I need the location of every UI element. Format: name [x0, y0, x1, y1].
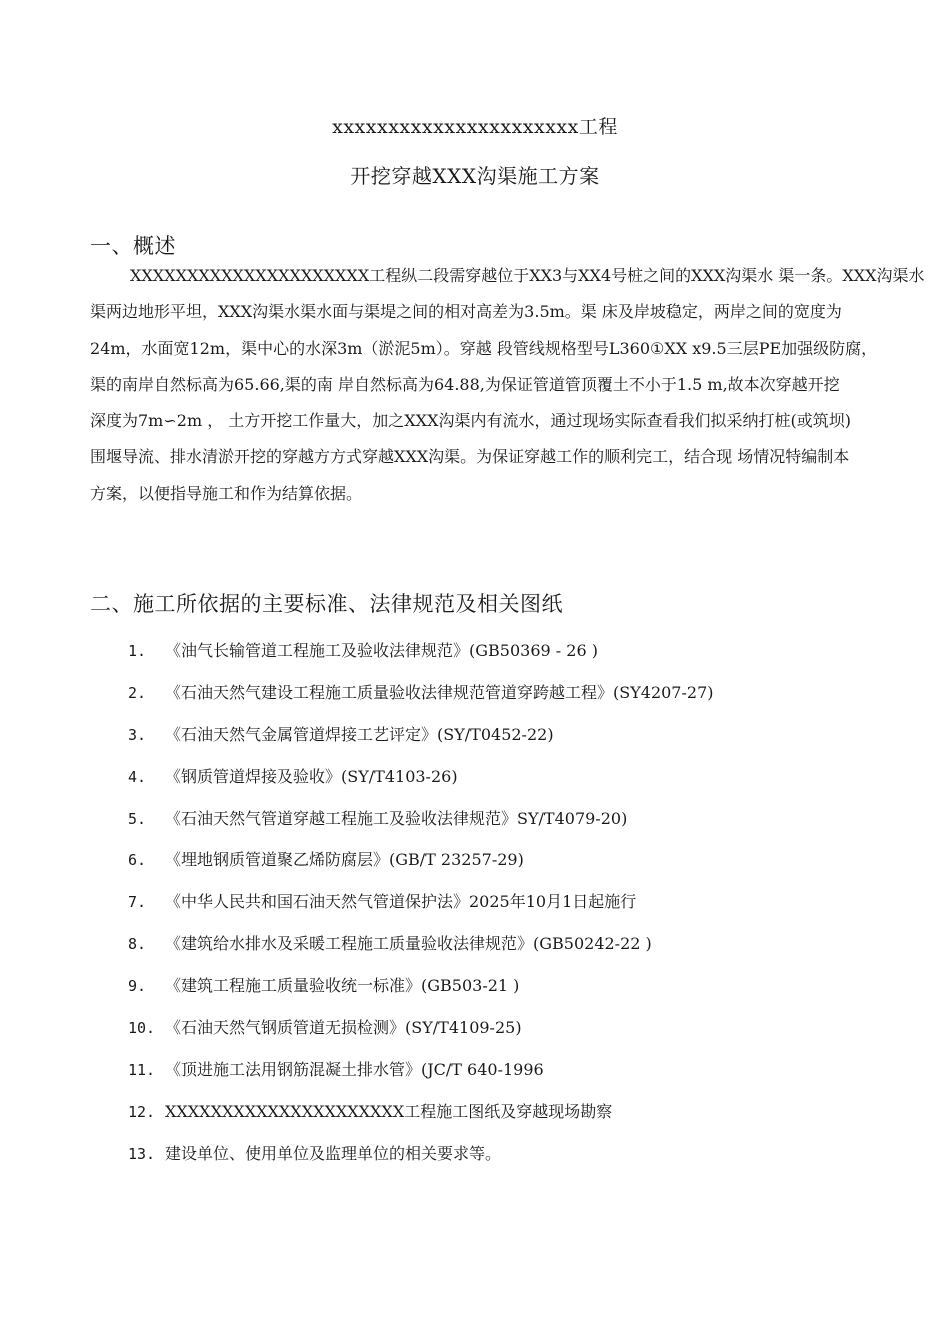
- list-item: [128, 682, 714, 724]
- list-item-number: 3.: [128, 725, 147, 744]
- paragraph-line: 渠的南岸自然标高为65.66,渠的南 岸自然标高为64.88,为保证管道管顶覆土不小于1.5 m,故本次穿越开挖: [90, 374, 840, 394]
- list-item-number: 1.: [128, 642, 147, 660]
- list-item: [128, 1143, 714, 1185]
- list-item-text: 建设单位、使用单位及监理单位的相关要求等。: [165, 1143, 502, 1163]
- list-item: [128, 1017, 714, 1059]
- standards-list: [128, 640, 714, 1185]
- paragraph-line: 方案，以便指导施工和作为结算依据。: [90, 483, 363, 503]
- list-item: [128, 891, 714, 933]
- list-item-text: 《石油天然气钢质管道无损检测》(SY/T4109-25): [165, 1018, 522, 1038]
- list-item-number: 12.: [128, 1102, 156, 1121]
- list-item-number: 5.: [128, 809, 147, 828]
- list-item-number: 6.: [128, 851, 147, 870]
- list-item-text: XXXXXXXXXXXXXXXXXXXXX工程施工图纸及穿越现场勘察: [165, 1101, 613, 1121]
- list-item-text: 《石油天然气建设工程施工质量验收法律规范管道穿跨越工程》(SY4207-27): [165, 682, 714, 702]
- list-item-text: 《埋地钢质管道聚乙烯防腐层》(GB/T 23257-29): [165, 850, 524, 870]
- list-item-number: 11.: [128, 1060, 156, 1079]
- list-item-number: 4.: [128, 767, 147, 786]
- paragraph-line: 24m，水面宽12m，渠中心的水深3m（淤泥5m）。穿越 段管线规格型号L360①XX x9.5三层PE加强级防腐，: [90, 338, 878, 358]
- list-item-text: 《石油天然气管道穿越工程施工及验收法律规范》SY/T4079-20): [165, 808, 628, 828]
- overview-paragraph: [90, 258, 950, 512]
- list-item: [128, 975, 714, 1017]
- document-title-plan: 开挖穿越XXX沟渠施工方案: [350, 164, 600, 188]
- paragraph-line: 渠两边地形平坦，XXX沟渠水渠水面与渠堤之间的相对高差为3.5m。渠 床及岸坡稳定，两岸之间的宽度为: [90, 302, 842, 322]
- list-item: [128, 1059, 714, 1101]
- list-item-text: 《建筑工程施工质量验收统一标准》(GB503-21 ): [165, 976, 520, 996]
- list-item-text: 《钢质管道焊接及验收》(SY/T4103-26): [165, 766, 458, 786]
- list-item: [128, 849, 714, 891]
- list-item: [128, 766, 714, 808]
- list-item: [128, 808, 714, 850]
- list-item-number: 8.: [128, 935, 147, 954]
- list-item-number: 10.: [128, 1019, 156, 1038]
- list-item-number: 2.: [128, 683, 147, 702]
- paragraph-line: 深度为7m∽2m ， 土方开挖工作量大，加之XXX沟渠内有流水，通过现场实际查看我们拟采纳打桩(或筑坝): [90, 411, 851, 431]
- list-item-text: 《顶进施工法用钢筋混凝土排水管》(JC/T 640-1996: [165, 1059, 544, 1079]
- section-heading-overview: 一、概述: [90, 234, 176, 258]
- list-item-number: 9.: [128, 977, 147, 996]
- paragraph-line: XXXXXXXXXXXXXXXXXXXXX工程纵二段需穿越位于XX3与XX4号桩之间的XXX沟渠水 渠一条。XXX沟渠水: [130, 266, 925, 285]
- list-item-number: 7.: [128, 893, 147, 912]
- list-item-text: 《石油天然气金属管道焊接工艺评定》(SY/T0452-22): [165, 724, 554, 744]
- list-item-text: 《油气长输管道工程施工及验收法律规范》(GB50369 - 26 ): [165, 641, 598, 660]
- list-item: [128, 724, 714, 766]
- list-item: [128, 1101, 714, 1143]
- list-item-text: 《中华人民共和国石油天然气管道保护法》2025年10月1日起施行: [165, 892, 637, 912]
- list-item: [128, 933, 714, 975]
- list-item-text: 《建筑给水排水及采暖工程施工质量验收法律规范》(GB50242-22 ): [165, 934, 652, 954]
- list-item-number: 13.: [128, 1144, 156, 1163]
- list-item: [128, 640, 714, 682]
- section-heading-standards: 二、施工所依据的主要标准、法律规范及相关图纸: [90, 592, 563, 616]
- document-title-project: xxxxxxxxxxxxxxxxxxxxxx工程: [332, 116, 618, 138]
- paragraph-line: 围堰导流、排水清淤开挖的穿越方方式穿越XXX沟渠。为保证穿越工作的顺利完工，结合现 场情况特编制本: [90, 447, 850, 467]
